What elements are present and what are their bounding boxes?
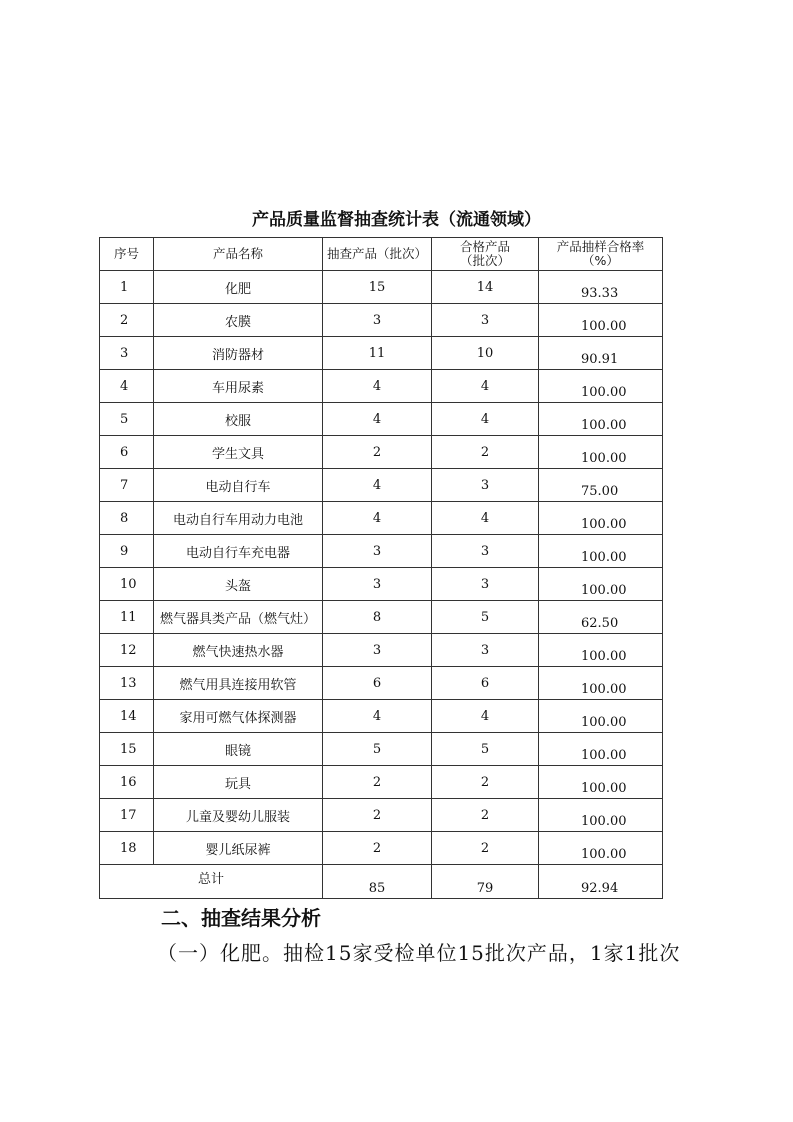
cell-rate: 100.00 bbox=[539, 568, 663, 601]
cell-product: 眼镜 bbox=[154, 733, 323, 766]
cell-index: 10 bbox=[100, 568, 154, 601]
table-row bbox=[100, 766, 663, 799]
cell-sampled: 3 bbox=[323, 568, 432, 601]
body-paragraph: （一）化肥。抽检15家受检单位15批次产品，1家1批次 bbox=[157, 941, 681, 965]
header-sampled: 抽查产品（批次） bbox=[323, 238, 432, 271]
table-row bbox=[100, 832, 663, 865]
header-index: 序号 bbox=[100, 238, 154, 271]
cell-sampled: 2 bbox=[323, 436, 432, 469]
cell-index: 8 bbox=[100, 502, 154, 535]
section-heading: 二、抽查结果分析 bbox=[161, 906, 321, 930]
cell-index: 3 bbox=[100, 337, 154, 370]
table-row bbox=[100, 700, 663, 733]
cell-passed: 5 bbox=[432, 601, 539, 634]
cell-sampled: 3 bbox=[323, 634, 432, 667]
cell-product: 燃气快速热水器 bbox=[154, 634, 323, 667]
cell-sampled: 3 bbox=[323, 535, 432, 568]
cell-product: 燃气器具类产品（燃气灶） bbox=[154, 601, 323, 634]
cell-product: 电动自行车用动力电池 bbox=[154, 502, 323, 535]
cell-index: 4 bbox=[100, 370, 154, 403]
cell-rate: 100.00 bbox=[539, 700, 663, 733]
cell-passed: 3 bbox=[432, 304, 539, 337]
table-row bbox=[100, 535, 663, 568]
cell-product: 燃气用具连接用软管 bbox=[154, 667, 323, 700]
cell-sampled: 2 bbox=[323, 799, 432, 832]
cell-product: 玩具 bbox=[154, 766, 323, 799]
cell-index: 2 bbox=[100, 304, 154, 337]
cell-index: 18 bbox=[100, 832, 154, 865]
header-rate-line2: （%） bbox=[582, 253, 619, 268]
table-row bbox=[100, 799, 663, 832]
total-rate: 92.94 bbox=[539, 865, 663, 899]
cell-sampled: 4 bbox=[323, 502, 432, 535]
cell-product: 电动自行车充电器 bbox=[154, 535, 323, 568]
cell-product: 车用尿素 bbox=[154, 370, 323, 403]
cell-passed: 3 bbox=[432, 469, 539, 502]
cell-passed: 3 bbox=[432, 568, 539, 601]
cell-rate: 100.00 bbox=[539, 832, 663, 865]
cell-passed: 3 bbox=[432, 634, 539, 667]
table-row bbox=[100, 733, 663, 766]
cell-sampled: 11 bbox=[323, 337, 432, 370]
cell-index: 9 bbox=[100, 535, 154, 568]
cell-product: 电动自行车 bbox=[154, 469, 323, 502]
cell-sampled: 6 bbox=[323, 667, 432, 700]
cell-product: 头盔 bbox=[154, 568, 323, 601]
table-row bbox=[100, 667, 663, 700]
cell-passed: 5 bbox=[432, 733, 539, 766]
cell-rate: 100.00 bbox=[539, 370, 663, 403]
cell-rate: 100.00 bbox=[539, 535, 663, 568]
cell-sampled: 8 bbox=[323, 601, 432, 634]
cell-index: 16 bbox=[100, 766, 154, 799]
cell-index: 6 bbox=[100, 436, 154, 469]
total-passed: 79 bbox=[432, 865, 539, 899]
table-header-row bbox=[100, 238, 663, 271]
table-row bbox=[100, 337, 663, 370]
cell-index: 13 bbox=[100, 667, 154, 700]
header-product: 产品名称 bbox=[154, 238, 323, 271]
cell-sampled: 5 bbox=[323, 733, 432, 766]
cell-sampled: 4 bbox=[323, 469, 432, 502]
cell-rate: 100.00 bbox=[539, 733, 663, 766]
cell-passed: 2 bbox=[432, 832, 539, 865]
cell-passed: 4 bbox=[432, 370, 539, 403]
header-passed-line2: （批次） bbox=[459, 253, 510, 268]
cell-rate: 100.00 bbox=[539, 799, 663, 832]
cell-rate: 100.00 bbox=[539, 436, 663, 469]
cell-passed: 10 bbox=[432, 337, 539, 370]
cell-passed: 6 bbox=[432, 667, 539, 700]
table-total-row bbox=[100, 865, 663, 899]
cell-rate: 93.33 bbox=[539, 271, 663, 304]
cell-index: 7 bbox=[100, 469, 154, 502]
page-title: 产品质量监督抽查统计表（流通领域） bbox=[252, 210, 541, 230]
cell-passed: 3 bbox=[432, 535, 539, 568]
cell-passed: 2 bbox=[432, 766, 539, 799]
table-row bbox=[100, 601, 663, 634]
cell-sampled: 3 bbox=[323, 304, 432, 337]
cell-passed: 4 bbox=[432, 700, 539, 733]
cell-rate: 100.00 bbox=[539, 502, 663, 535]
total-sampled: 85 bbox=[323, 865, 432, 899]
table-row bbox=[100, 469, 663, 502]
cell-rate: 62.50 bbox=[539, 601, 663, 634]
cell-rate: 100.00 bbox=[539, 403, 663, 436]
cell-index: 5 bbox=[100, 403, 154, 436]
cell-index: 12 bbox=[100, 634, 154, 667]
cell-product: 学生文具 bbox=[154, 436, 323, 469]
cell-product: 消防器材 bbox=[154, 337, 323, 370]
header-passed-line1: 合格产品 bbox=[459, 239, 510, 254]
cell-product: 家用可燃气体探测器 bbox=[154, 700, 323, 733]
header-rate bbox=[539, 238, 663, 271]
total-label: 总计 bbox=[100, 865, 323, 899]
cell-index: 11 bbox=[100, 601, 154, 634]
cell-index: 1 bbox=[100, 271, 154, 304]
cell-product: 校服 bbox=[154, 403, 323, 436]
cell-passed: 4 bbox=[432, 403, 539, 436]
table-row bbox=[100, 403, 663, 436]
table-row bbox=[100, 634, 663, 667]
table-row bbox=[100, 502, 663, 535]
cell-index: 15 bbox=[100, 733, 154, 766]
cell-sampled: 2 bbox=[323, 766, 432, 799]
header-rate-line1: 产品抽样合格率 bbox=[556, 239, 645, 254]
cell-rate: 100.00 bbox=[539, 766, 663, 799]
cell-passed: 4 bbox=[432, 502, 539, 535]
cell-rate: 75.00 bbox=[539, 469, 663, 502]
cell-product: 农膜 bbox=[154, 304, 323, 337]
table-row bbox=[100, 370, 663, 403]
cell-sampled: 4 bbox=[323, 700, 432, 733]
cell-product: 化肥 bbox=[154, 271, 323, 304]
cell-rate: 90.91 bbox=[539, 337, 663, 370]
cell-passed: 14 bbox=[432, 271, 539, 304]
cell-sampled: 15 bbox=[323, 271, 432, 304]
cell-sampled: 4 bbox=[323, 403, 432, 436]
header-passed bbox=[432, 238, 539, 271]
cell-product: 婴儿纸尿裤 bbox=[154, 832, 323, 865]
table-row bbox=[100, 436, 663, 469]
table-row bbox=[100, 304, 663, 337]
table-row bbox=[100, 271, 663, 304]
stats-table bbox=[99, 237, 663, 899]
cell-passed: 2 bbox=[432, 436, 539, 469]
cell-index: 17 bbox=[100, 799, 154, 832]
cell-rate: 100.00 bbox=[539, 667, 663, 700]
cell-sampled: 2 bbox=[323, 832, 432, 865]
cell-rate: 100.00 bbox=[539, 634, 663, 667]
cell-rate: 100.00 bbox=[539, 304, 663, 337]
table-row bbox=[100, 568, 663, 601]
cell-sampled: 4 bbox=[323, 370, 432, 403]
cell-product: 儿童及婴幼儿服装 bbox=[154, 799, 323, 832]
cell-index: 14 bbox=[100, 700, 154, 733]
cell-passed: 2 bbox=[432, 799, 539, 832]
